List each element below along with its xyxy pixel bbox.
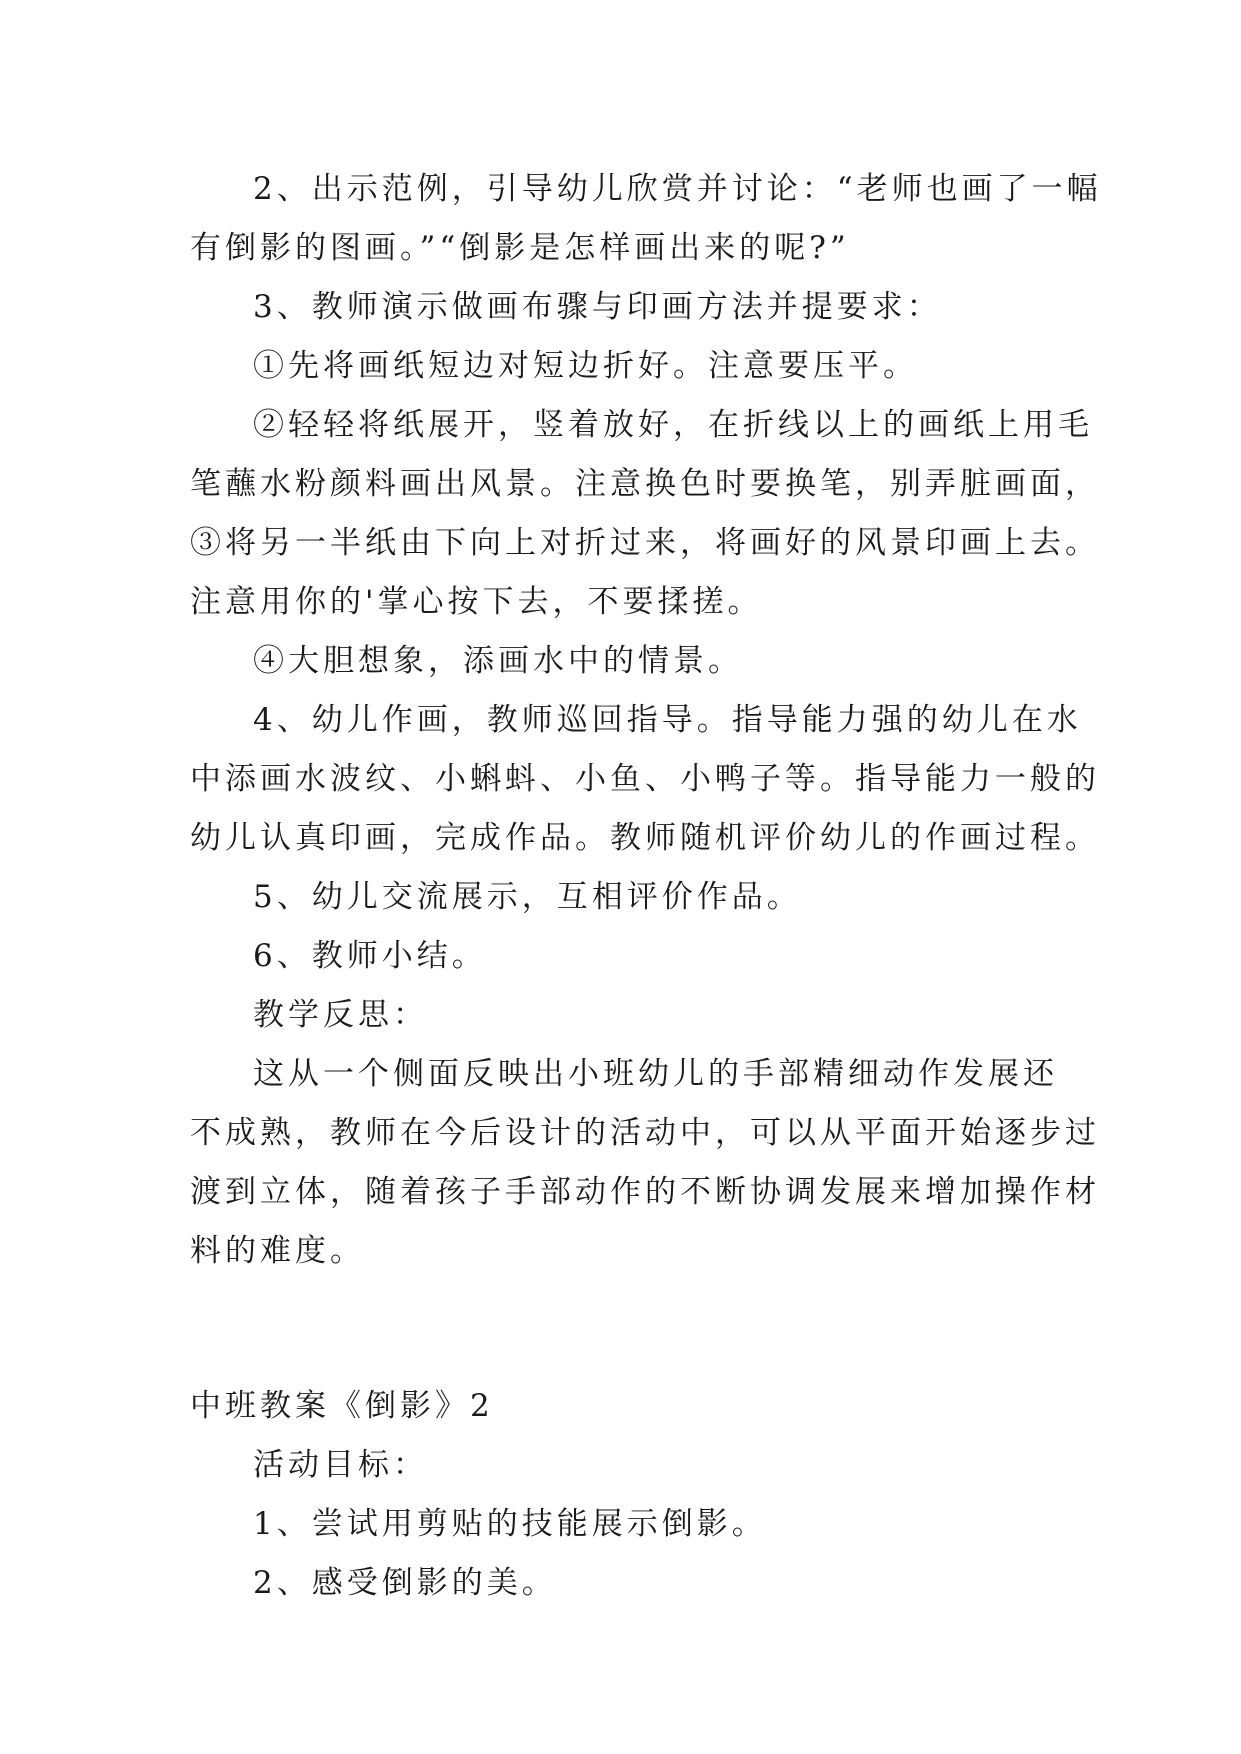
section-label: 活动目标： — [253, 1447, 428, 1483]
lesson-heading: 中班教案《倒影》2 — [190, 1388, 494, 1424]
text-line: 这从一个侧面反映出小班幼儿的手部精细动作发展还 — [253, 1056, 1058, 1092]
text-line: 注意用你的'掌心按下去，不要揉搓。 — [190, 584, 763, 620]
text-line: ①先将画纸短边对短边折好。注意要压平。 — [253, 348, 918, 384]
text-line: ④大胆想象，添画水中的情景。 — [253, 643, 743, 679]
text-line: 渡到立体，随着孩子手部动作的不断协调发展来增加操作材 — [190, 1174, 1100, 1210]
text-line: 5、幼儿交流展示，互相评价作品。 — [253, 879, 802, 915]
text-line: 1、尝试用剪贴的技能展示倒影。 — [253, 1506, 767, 1542]
section-label: 教学反思： — [253, 997, 428, 1033]
text-line: 有倒影的图画。”“倒影是怎样画出来的呢?” — [190, 230, 850, 266]
text-line: 料的难度。 — [190, 1233, 365, 1269]
text-line: 6、教师小结。 — [253, 938, 487, 974]
document-page — [190, 160, 1102, 1613]
text-line: 3、教师演示做画布骤与印画方法并提要求： — [253, 289, 942, 325]
text-line: 4、幼儿作画，教师巡回指导。指导能力强的幼儿在水 — [253, 702, 1082, 738]
paragraph-gap — [190, 1281, 1070, 1377]
text-line: 幼儿认真印画，完成作品。教师随机评价幼儿的作画过程。 — [190, 820, 1100, 856]
text-line: 不成熟，教师在今后设计的活动中，可以从平面开始逐步过 — [190, 1115, 1100, 1151]
text-line: 笔蘸水粉颜料画出风景。注意换色时要换笔，别弄脏画面， — [190, 466, 1100, 502]
text-line: 2、感受倒影的美。 — [253, 1565, 557, 1601]
text-line: 2、出示范例，引导幼儿欣赏并讨论：“老师也画了一幅 — [253, 171, 1102, 207]
text-line: ②轻轻将纸展开，竖着放好，在折线以上的画纸上用毛 — [253, 407, 1093, 443]
text-line: 中添画水波纹、小蝌蚪、小鱼、小鸭子等。指导能力一般的 — [190, 761, 1100, 797]
text-line: ③将另一半纸由下向上对折过来，将画好的风景印画上去。 — [190, 525, 1100, 561]
